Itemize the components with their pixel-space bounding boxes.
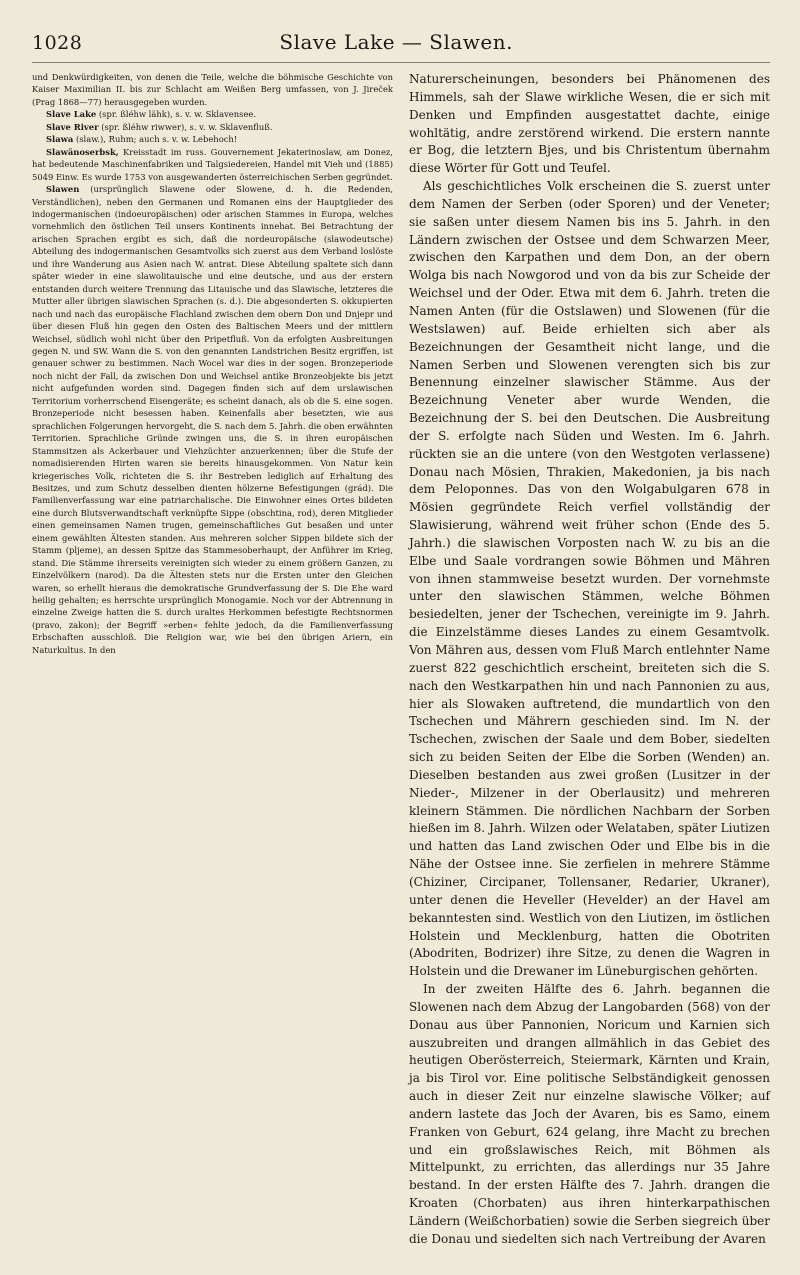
entry-headword: Slawen: [46, 184, 80, 195]
entry-headword: Slawa: [46, 134, 74, 145]
dictionary-entry: Slave Lake (spr. ßléhw lähk), s. v. w. Sklavensee.: [46, 109, 257, 120]
entry-headword: Slave River: [46, 121, 99, 132]
left-column: [32, 71, 393, 1249]
page-header: [32, 30, 770, 63]
right-column: [409, 71, 770, 1249]
paragraph: Als geschichtliches Volk erscheinen die S. zuerst unter dem Namen der Serben (oder Sporen) und der Veneter; sie saßen unter diesem Namen bis ins 5. Jahrh. in den Ländern zwischen der Ostsee und dem Schwarzen Meer, zwischen den Karpathen und dem Don, an der obern Wolga bis nach Nowgorod und von da bis zur Scheide der Weichsel und der Oder. Etwa mit dem 6. Jahrh. treten die Namen Anten (für die Ostslawen) und Slowenen (für die Westslawen) auf. Beide erhielten sich aber als Bezeichnungen der Gesamtheit nicht lange, und die Namen Serben und Slowenen verengten sich bis zur Benennung einzelner slawischer Stämme. Aus der Bezeichnung Veneter aber wurde Wenden, die Bezeichnung der S. bei den Deutschen. Die Ausbreitung der S. erfolgte nach Süden und Westen. Im 6. Jahrh. rückten sie an die untere (von den Westgoten verlassene) Donau nach Mösien, Thrakien, Makedonien, ja bis nach dem Peloponnes. Das von den Wolgabulgaren 678 in Mösien gegründete Reich verfiel vollständig der Slawisierung, während weit früher schon (Ende des 5. Jahrh.) die slawischen Vorposten nach W. zu bis an die Elbe und Saale vordrangen sowie Böhmen und Mähren von ihnen stammweise besetzt wurden. Der vornehmste unter den slawischen Stämmen, welche Böhmen besiedelten, jener der Tschechen, vereinigte im 9. Jahrh. die Einzelstämme dieses Landes zu einem Gesamtvolk. Von Mähren aus, dessen vom Fluß March entlehnter Name zuerst 822 geschichtlich erscheint, breiteten sich die S. nach den Westkarpathen hin und nach Pannonien zu aus, hier als Slowaken auftretend, die mundartlich von den Tschechen und Mährern geschieden sind. Im N. der Tschechen, zwischen der Saale und dem Bober, siedelten sich zu beiden Seiten der Elbe die Sorben (Wenden) an. Dieselben bestanden aus zwei großen (Lusitzer in der Nieder-, Milzener in der Oberlausitz) und mehreren kleinern Stämmen. Die nördlichen Nachbarn der Sorben hießen im 8. Jahrh. Wilzen oder Welataben, später Liutizen und hatten das Land zwischen Oder und Elbe bis in die Nähe der Ostsee inne. Sie zerfielen in mehrere Stämme (Chiziner, Circipaner, Tollensaner, Redarier, Ukraner), unter denen die Heveller (Hevelder) an der Havel am bekanntesten sind. Westlich von den Liutizen, im östlichen Holstein und Mecklenburg, hatten die Obotriten (Abodriten, Bodrizer) ihre Sitze, zu denen die Wagren in Holstein und die Drewaner im Lüneburgischen gehörten.: [409, 179, 770, 979]
entry-headword: Slawänoserbsk,: [46, 146, 119, 157]
running-head: Slave Lake — Slawen.: [279, 30, 513, 54]
page-number: 1028: [32, 32, 83, 54]
dictionary-entry: Slave River (spr. ßléhw riwwer), s. v. w. Sklavenfluß.: [46, 121, 273, 132]
dictionary-entry: Slawen (ursprünglich Slawene oder Slowene, d. h. die Redenden, Verständlichen), neben den Germanen und Romanen eins der Hauptglieder des indogermanischen (indoeuropäischen) oder arischen Stammes in Europa, welches vornehmlich den östlichen Teil unsers Kontinents innehat. Bei Betrachtung der arischen Sprachen ergibt es sich, daß die nordeuropäische (slawodeutsche) Abteilung des indogermanischen Gesamtvolks sich zuerst aus dem Verband loslöste und ihre Wanderung aus Asien nach W. antrat. Diese Abteilung spaltete sich dann später wieder in eine slawolitauische und eine deutsche, und aus der erstern entstanden durch weitere Trennung das Litauische und das Slawische, letzteres die Mutter aller übrigen slawischen Sprachen (s. d.). Die abgesonderten S. okkupierten nach und nach das europäische Flachland zwischen dem obern Don und Dnjepr und über diesen Fluß hin gegen den Osten des Baltischen Meers und der mittlern Weichsel, südlich wohl nicht über den Pripetfluß. Von da erfolgten Ausbreitungen gegen N. und SW. Wann die S. von den genannten Landstrichen Besitz ergriffen, ist genauer schwer zu bestimmen. Nach Wocel war dies in der sogen. Bronzeperiode noch nicht der Fall, da zwischen Don und Weichsel antike Bronzeobjekte bis jetzt nicht aufgefunden worden sind. Dagegen finden sich auf dem urslawischen Territorium vorherrschend Eisengeräte; es scheint danach, als ob die S. eine sogen. Bronzeperiode nicht besessen haben. Keinenfalls aber besetzten, wie aus sprachlichen Folgerungen hervorgeht, die S. nach dem 5. Jahrh. die oben erwähnten Territorien. Sprachliche Gründe zwingen uns, die S. in ihren europäischen Stammsitzen als Ackerbauer und Viehzüchter anzuerkennen; über die Stufe der nomadisierenden Hirten waren sie bereits hinausgekommen. Von Natur kein kriegerisches Volk, richteten die S. ihr Bestreben lediglich auf Erhaltung des Besitzes, und zum Schutz desselben dienten hölzerne Befestigungen (grád). Die Familienverfassung war eine patriarchalische. Die Einwohner eines Ortes bildeten eine durch Blutsverwandtschaft verknüpfte Sippe (obschtina, rod), deren Mitglieder einen gemeinsamen Namen trugen, gemeinschaftliches Gut besaßen und unter einem gewählten Ältesten standen. Aus mehreren solcher Sippen bildete sich der Stamm (pljeme), an dessen Spitze das Stammesoberhaupt, der Anführer im Krieg, stand. Die Stämme ihrerseits vereinigten sich wieder zu einem größern Ganzen, zu Einzelvölkern (narod). Da die Ältesten stets nur die Ersten unter den Gleichen waren, so erhellt hieraus die demokratische Grundverfassung der S. Die Ehe ward heilig gehalten; es herrschte ursprünglich Monogamie. Noch vor der Abtrennung in einzelne Zweige hatten die S. durch uraltes Herkommen befestigte Rechtsnormen (pravo, zakon); der Begriff »erben« fehlte jedoch, da die Familienverfassung Erbschaften ausschloß. Die Religion war, wie bei den übrigen Ariern, ein Naturkultus. In den: [32, 184, 393, 655]
paragraph: und Denkwürdigkeiten, von denen die Teile, welche die böhmische Geschichte von Kaiser Maximilian II. bis zur Schlacht am Weißen Berg umfassen, von J. Jireček (Prag 1868—77) herausgegeben wurden.: [32, 72, 393, 107]
paragraph: Naturerscheinungen, besonders bei Phänomenen des Himmels, sah der Slawe wirkliche Wesen, die er sich mit Denken und Empfinden ausgestattet dachte, einige wohltätig, andre zerstörend wirkend. Die erstern nannte er Bog, die letztern Bjes, und bis Christentum übernahm diese Wörter für Gott und Teufel.: [409, 72, 770, 176]
dictionary-entry: Slawa (slaw.), Ruhm; auch s. v. w. Lebehoch!: [46, 134, 238, 145]
dictionary-entry: Slawänoserbsk, Kreisstadt im russ. Gouvernement Jekaterinoslaw, am Donez, hat bedeutende Maschinenfabriken und Talgsiedereien, Handel mit Vieh und (1885) 5049 Einw. Es wurde 1753 von ausgewanderten österreichischen Serben gegründet.: [32, 146, 393, 182]
paragraph: In der zweiten Hälfte des 6. Jahrh. begannen die Slowenen nach dem Abzug der Langobarden (568) von der Donau aus über Pannonien, Noricum und Karnien sich auszubreiten und drangen allmählich in das Gebiet des heutigen Oberösterreich, Steiermark, Kärnten und Krain, ja bis Tirol vor. Eine politische Selbständigkeit genossen auch in dieser Zeit nur einzelne slawische Völker; auf andern lastete das Joch der Avaren, bis es Samo, einem Franken von Geburt, 624 gelang, ihre Macht zu brechen und ein großslawisches Reich, mit Böhmen als Mittelpunkt, zu errichten, das allerdings nur 35 Jahre bestand. In der ersten Hälfte des 7. Jahrh. drangen die Kroaten (Chorbaten) aus ihren hinterkarpathischen Ländern (Weißchorbatien) sowie die Serben siegreich über die Donau und siedelten sich nach Vertreibung der Avaren: [409, 982, 770, 1246]
entry-headword: Slave Lake: [46, 109, 97, 120]
text-columns: [32, 71, 770, 1249]
